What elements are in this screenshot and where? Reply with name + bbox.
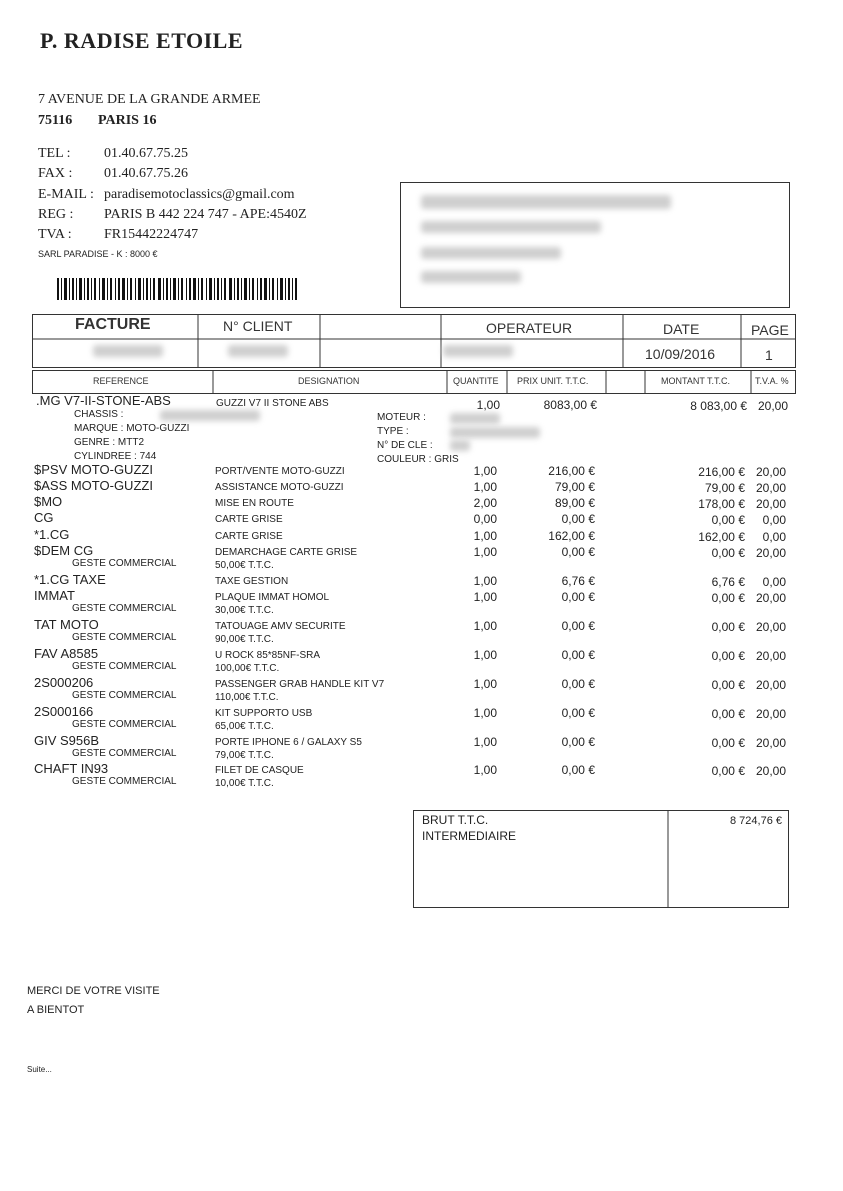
redacted-operateur — [443, 345, 513, 357]
line-price: 0,00 € — [561, 763, 595, 777]
line-qty: 1,00 — [473, 529, 497, 543]
vehicle-moteur: MOTEUR : — [377, 412, 426, 423]
vehicle-ref: .MG V7-II-STONE-ABS — [36, 393, 171, 408]
fax-value: 01.40.67.75.26 — [104, 166, 188, 181]
brut-label: BRUT T.T.C. — [422, 813, 489, 827]
line-qty: 1,00 — [473, 648, 497, 662]
col-designation: DESIGNATION — [298, 376, 360, 386]
line-sub-ref: GESTE COMMERCIAL — [72, 776, 177, 787]
col-quantite: QUANTITE — [453, 376, 499, 386]
line-qty: 2,00 — [473, 496, 497, 510]
line-amount: 162,00 € — [698, 530, 745, 544]
col-montant: MONTANT T.T.C. — [661, 376, 731, 386]
redacted-line — [421, 195, 671, 209]
line-price: 0,00 € — [561, 648, 595, 662]
redacted-line — [421, 221, 601, 233]
address-line: 7 AVENUE DE LA GRANDE ARMEE — [38, 92, 261, 107]
col-tva: T.V.A. % — [755, 376, 789, 386]
redacted-line — [421, 247, 561, 259]
page-label: PAGE — [751, 322, 789, 338]
line-sub-desc: 79,00€ T.T.C. — [215, 750, 274, 761]
line-price: 89,00 € — [554, 496, 595, 510]
line-qty: 1,00 — [473, 763, 497, 777]
vehicle-cylindree: CYLINDREE : 744 — [74, 451, 157, 462]
line-price: 0,00 € — [561, 706, 595, 720]
line-ref: CHAFT IN93 — [34, 761, 109, 776]
line-tva: 0,00 — [762, 513, 786, 527]
redacted-facture-no — [93, 345, 163, 357]
line-sub-desc: 30,00€ T.T.C. — [215, 605, 274, 616]
line-sub-desc: 50,00€ T.T.C. — [215, 560, 274, 571]
city: PARIS 16 — [98, 113, 157, 128]
line-amount: 0,00 € — [711, 736, 745, 750]
line-ref: *1.CG — [34, 527, 70, 542]
line-desc: KIT SUPPORTO USB — [215, 708, 313, 719]
redacted-moteur — [450, 413, 500, 424]
col-reference: REFERENCE — [93, 376, 149, 386]
line-qty: 1,00 — [473, 464, 497, 478]
line-sub-ref: GESTE COMMERCIAL — [72, 690, 177, 701]
line-tva: 20,00 — [755, 620, 786, 634]
email-label: E-MAIL : — [38, 187, 94, 202]
line-qty: 1,00 — [473, 590, 497, 604]
table-header — [32, 370, 796, 394]
line-tva: 20,00 — [755, 707, 786, 721]
facture-title: FACTURE — [75, 316, 151, 333]
vehicle-couleur: COULEUR : GRIS — [377, 454, 459, 465]
line-ref: $DEM CG — [34, 543, 94, 558]
line-sub-desc: 10,00€ T.T.C. — [215, 778, 274, 789]
line-amount: 0,00 € — [711, 764, 745, 778]
line-amount: 178,00 € — [698, 497, 745, 511]
page-value: 1 — [765, 347, 773, 363]
date-label: DATE — [663, 321, 700, 337]
col-prix: PRIX UNIT. T.T.C. — [517, 376, 589, 386]
line-price: 0,00 € — [561, 677, 595, 691]
line-ref: TAT MOTO — [34, 617, 99, 632]
line-ref: IMMAT — [34, 588, 75, 603]
redacted-type — [450, 427, 540, 438]
line-sub-ref: GESTE COMMERCIAL — [72, 558, 177, 569]
barcode — [57, 278, 297, 300]
line-tva: 20,00 — [755, 678, 786, 692]
brut-value: 8 724,76 € — [730, 815, 782, 827]
line-desc: TATOUAGE AMV SECURITE — [215, 621, 346, 632]
line-amount: 216,00 € — [698, 465, 745, 479]
line-qty: 1,00 — [473, 545, 497, 559]
line-desc: ASSISTANCE MOTO-GUZZI — [215, 482, 344, 493]
tel-value: 01.40.67.75.25 — [104, 146, 188, 161]
vehicle-type: TYPE : — [377, 426, 409, 437]
postal-code: 75116 — [38, 113, 73, 128]
company-name: P. RADISE ETOILE — [40, 28, 244, 53]
line-amount: 0,00 € — [711, 649, 745, 663]
line-sub-desc: 110,00€ T.T.C. — [215, 692, 279, 703]
line-qty: 1,00 — [473, 480, 497, 494]
line-ref: $ASS MOTO-GUZZI — [34, 478, 153, 493]
client-address-box — [400, 182, 790, 308]
vehicle-designation: GUZZI V7 II STONE ABS — [216, 398, 329, 409]
tel-label: TEL : — [38, 146, 71, 161]
line-tva: 20,00 — [755, 736, 786, 750]
line-price: 6,76 € — [561, 574, 595, 588]
line-qty: 1,00 — [473, 619, 497, 633]
line-qty: 1,00 — [473, 574, 497, 588]
line-qty: 1,00 — [473, 706, 497, 720]
line-price: 216,00 € — [548, 464, 595, 478]
line-qty: 1,00 — [473, 677, 497, 691]
tva-value: FR15442224747 — [104, 227, 199, 242]
email-value: paradisemotoclassics@gmail.com — [104, 187, 295, 202]
line-ref: FAV A8585 — [34, 646, 99, 661]
vehicle-genre: GENRE : MTT2 — [74, 437, 145, 448]
line-tva: 20,00 — [755, 546, 786, 560]
vehicle-chassis: CHASSIS : — [74, 409, 124, 420]
line-desc: CARTE GRISE — [215, 514, 283, 525]
vehicle-cle: N° DE CLE : — [377, 440, 433, 451]
line-tva: 0,00 — [762, 575, 786, 589]
line-amount: 0,00 € — [711, 620, 745, 634]
line-sub-ref: GESTE COMMERCIAL — [72, 748, 177, 759]
line-ref: CG — [34, 510, 54, 525]
line-amount: 79,00 € — [704, 481, 745, 495]
line-amount: 6,76 € — [711, 575, 745, 589]
line-desc: PORT/VENTE MOTO-GUZZI — [215, 466, 345, 477]
vehicle-amount: 8 083,00 € — [690, 399, 747, 413]
invoice-header-grid — [32, 314, 796, 368]
redacted-chassis — [160, 410, 260, 421]
vehicle-price: 8083,00 € — [543, 398, 597, 412]
redacted-line — [421, 271, 521, 283]
line-tva: 20,00 — [755, 591, 786, 605]
line-qty: 1,00 — [473, 735, 497, 749]
line-desc: CARTE GRISE — [215, 531, 283, 542]
fax-label: FAX : — [38, 166, 73, 181]
totals-box — [413, 810, 789, 908]
line-ref: GIV S956B — [34, 733, 100, 748]
line-tva: 20,00 — [755, 649, 786, 663]
line-sub-desc: 65,00€ T.T.C. — [215, 721, 274, 732]
reg-value: PARIS B 442 224 747 - APE:4540Z — [104, 207, 307, 222]
line-tva: 20,00 — [755, 465, 786, 479]
line-ref: 2S000166 — [34, 704, 94, 719]
line-desc: PORTE IPHONE 6 / GALAXY S5 — [215, 737, 362, 748]
vehicle-qty: 1,00 — [476, 398, 500, 412]
line-desc: U ROCK 85*85NF-SRA — [215, 650, 321, 661]
line-tva: 20,00 — [755, 764, 786, 778]
line-price: 162,00 € — [548, 529, 595, 543]
operateur-label: OPERATEUR — [486, 320, 573, 336]
date-value: 10/09/2016 — [645, 346, 716, 362]
line-sub-desc: 90,00€ T.T.C. — [215, 634, 274, 645]
line-sub-ref: GESTE COMMERCIAL — [72, 603, 177, 614]
tva-label: TVA : — [38, 227, 72, 242]
redacted-cle — [450, 440, 470, 451]
suite-text: Suite... — [27, 1065, 52, 1074]
client-label: N° CLIENT — [223, 318, 293, 334]
line-qty: 0,00 — [473, 512, 497, 526]
intermediaire-label: INTERMEDIAIRE — [422, 829, 517, 843]
line-tva: 20,00 — [755, 497, 786, 511]
capital-text: SARL PARADISE - K : 8000 € — [38, 249, 158, 259]
line-ref: *1.CG TAXE — [34, 572, 106, 587]
line-price: 0,00 € — [561, 735, 595, 749]
line-desc: PLAQUE IMMAT HOMOL — [215, 592, 330, 603]
line-ref: $MO — [34, 494, 63, 509]
merci-text: MERCI DE VOTRE VISITE — [27, 985, 160, 997]
line-desc: PASSENGER GRAB HANDLE KIT V7 — [215, 679, 385, 690]
redacted-client-no — [228, 345, 288, 357]
line-amount: 0,00 € — [711, 678, 745, 692]
line-amount: 0,00 € — [711, 513, 745, 527]
line-amount: 0,00 € — [711, 707, 745, 721]
line-sub-ref: GESTE COMMERCIAL — [72, 661, 177, 672]
line-price: 0,00 € — [561, 512, 595, 526]
line-amount: 0,00 € — [711, 546, 745, 560]
line-price: 79,00 € — [554, 480, 595, 494]
vehicle-tva: 20,00 — [757, 399, 788, 413]
line-price: 0,00 € — [561, 545, 595, 559]
bientot-text: A BIENTOT — [27, 1004, 85, 1016]
reg-label: REG : — [38, 207, 74, 222]
line-tva: 0,00 — [762, 530, 786, 544]
line-ref: 2S000206 — [34, 675, 94, 690]
line-desc: MISE EN ROUTE — [215, 498, 294, 509]
line-price: 0,00 € — [561, 590, 595, 604]
line-ref: $PSV MOTO-GUZZI — [34, 462, 153, 477]
line-sub-ref: GESTE COMMERCIAL — [72, 632, 177, 643]
line-sub-desc: 100,00€ T.T.C. — [215, 663, 280, 674]
line-amount: 0,00 € — [711, 591, 745, 605]
line-sub-ref: GESTE COMMERCIAL — [72, 719, 177, 730]
vehicle-marque: MARQUE : MOTO-GUZZI — [74, 423, 190, 434]
line-price: 0,00 € — [561, 619, 595, 633]
line-desc: DEMARCHAGE CARTE GRISE — [215, 547, 358, 558]
line-tva: 20,00 — [755, 481, 786, 495]
line-desc: TAXE GESTION — [215, 576, 289, 587]
line-desc: FILET DE CASQUE — [215, 765, 304, 776]
